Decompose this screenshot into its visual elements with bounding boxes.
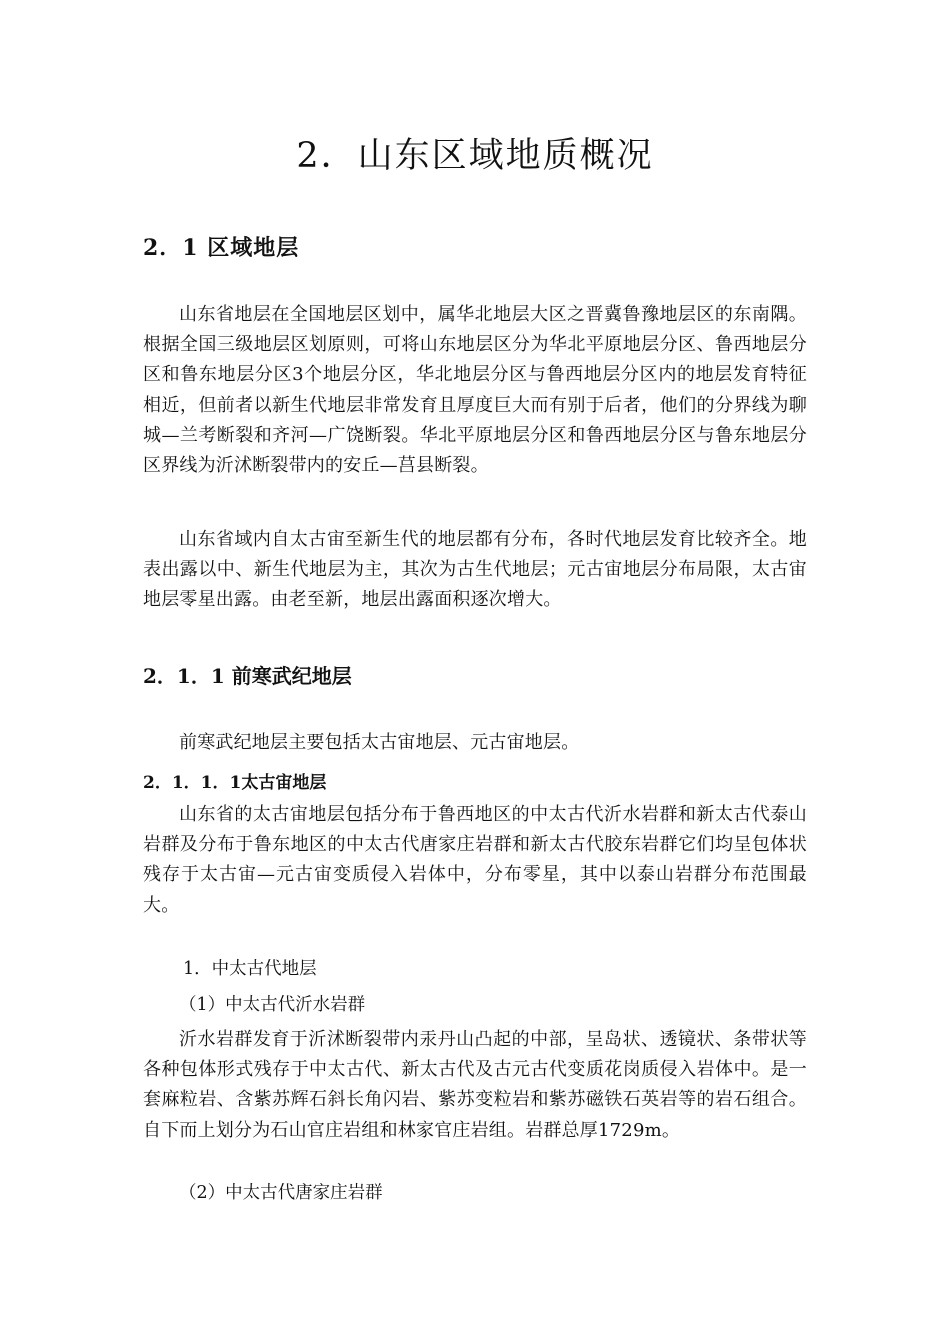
list-item-yishui-group: （1）中太古代沂水岩群 [179, 995, 366, 1015]
list-item-tangjiazhuang-group: （2）中太古代唐家庄岩群 [179, 1183, 383, 1203]
paragraph-archean-strata: 山东省的太古宙地层包括分布于鲁西地区的中太古代沂水岩群和新太古代泰山岩群及分布于鲁东地区的中太古代唐家庄岩群和新太古代胶东岩群它们均呈包体状残存于太古宙—元古宙变质侵入岩体中，分布零星，其中以泰山岩群分布范围最大。 [143, 804, 807, 916]
subsection-number: 2．1．1 [143, 664, 225, 688]
subsubsection-heading [143, 768, 326, 798]
chapter-title: 2．山东区域地质概况 [296, 136, 654, 176]
list-item-mesoarchean-strata: 1．中太古代地层 [183, 959, 317, 979]
subsection-title: 前寒武纪地层 [231, 664, 352, 688]
paragraph-yishui-group: 沂水岩群发育于沂沭断裂带内汞丹山凸起的中部，呈岛状、透镜状、条带状等各种包体形式残存于中太古代、新太古代及古元古代变质花岗质侵入岩体中。是一套麻粒岩、含紫苏辉石斜长角闪岩、紫苏变粒岩和紫苏磁铁石英岩等的岩石组合。自下而上划分为石山官庄岩组和林家官庄岩组。岩群总厚1729m。 [143, 1029, 807, 1141]
paragraph-precambrian-intro: 前寒武纪地层主要包括太古宙地层、元古宙地层。 [179, 732, 580, 753]
section-title: 区域地层 [207, 235, 300, 261]
section-heading [143, 232, 299, 264]
subsection-heading [143, 660, 352, 692]
section-number: 2．1 [143, 235, 199, 261]
paragraph-stratigraphic-distribution: 山东省域内自太古宙至新生代的地层都有分布，各时代地层发育比较齐全。地表出露以中、新生代地层为主，其次为古生代地层；元古宙地层分布局限，太古宙地层零星出露。由老至新，地层出露面积逐次增大。 [143, 529, 807, 611]
paragraph-stratigraphic-division: 山东省地层在全国地层区划中，属华北地层大区之晋冀鲁豫地层区的东南隅。根据全国三级地层区划原则，可将山东地层区分为华北平原地层分区、鲁西地层分区和鲁东地层分区3个地层分区，华北地层分区与鲁西地层分区内的地层发育特征相近，但前者以新生代地层非常发育且厚度巨大而有别于后者，他们的分界线为聊城—兰考断裂和齐河—广饶断裂。华北平原地层分区和鲁西地层分区与鲁东地层分区界线为沂沭断裂带内的安丘—莒县断裂。 [143, 304, 807, 477]
subsubsection-title: 太古宙地层 [241, 773, 327, 793]
subsubsection-number: 2．1．1．1 [143, 773, 242, 793]
